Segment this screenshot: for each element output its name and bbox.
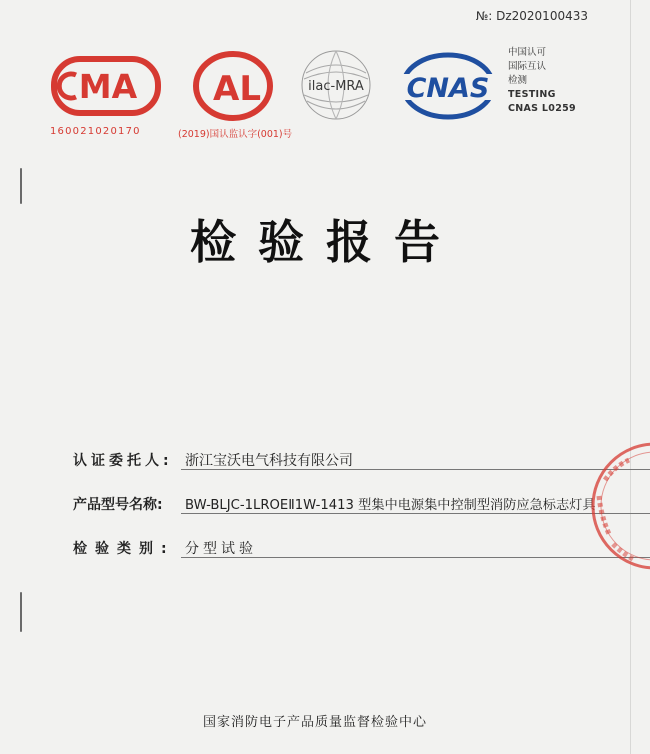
product-model-label: 产品型号名称: <box>73 497 163 513</box>
cal-license-number: (2019)国认监认字(001)号 <box>178 129 293 140</box>
staple-mark <box>20 592 22 632</box>
inspection-type-value: 分型试验 <box>185 541 257 557</box>
cal-logo <box>192 50 274 122</box>
svg-text:ilac-MRA: ilac-MRA <box>308 79 364 94</box>
ilac-mra-logo <box>298 47 374 125</box>
staple-mark <box>20 168 22 204</box>
page-title: 检验报告 <box>190 215 462 269</box>
svg-text:MA: MA <box>78 67 138 106</box>
cnas-accreditation-note <box>508 46 608 116</box>
client-label: 认证委托人: <box>73 453 173 469</box>
page-edge-line <box>630 0 631 754</box>
cnas-note-line: 国际互认 <box>508 61 547 72</box>
red-seal-stamp <box>585 436 650 580</box>
underline <box>181 513 650 514</box>
product-model-value: BW-BLJC-1LROEⅡ1W-1413 型集中电源集中控制型消防应急标志灯具 <box>185 498 596 513</box>
svg-text:AL: AL <box>213 69 261 109</box>
cnas-logo <box>398 50 498 122</box>
issuing-organization: 国家消防电子产品质量监督检验中心 <box>202 715 427 730</box>
client-value: 浙江宝沃电气科技有限公司 <box>185 453 353 469</box>
cnas-note-line: CNAS L0259 <box>508 103 576 114</box>
svg-text:CNAS: CNAS <box>406 73 490 104</box>
inspection-type-label: 检验类别: <box>73 541 175 557</box>
cnas-note-line: 检测 <box>508 75 528 86</box>
cma-number: 160021020170 <box>50 126 141 137</box>
underline <box>181 557 650 558</box>
underline <box>181 469 650 470</box>
cnas-note-line: TESTING <box>508 89 556 100</box>
report-number: №: Dz2020100433 <box>475 9 588 23</box>
cnas-note-line: 中国认可 <box>508 47 547 58</box>
cma-logo <box>50 55 162 117</box>
